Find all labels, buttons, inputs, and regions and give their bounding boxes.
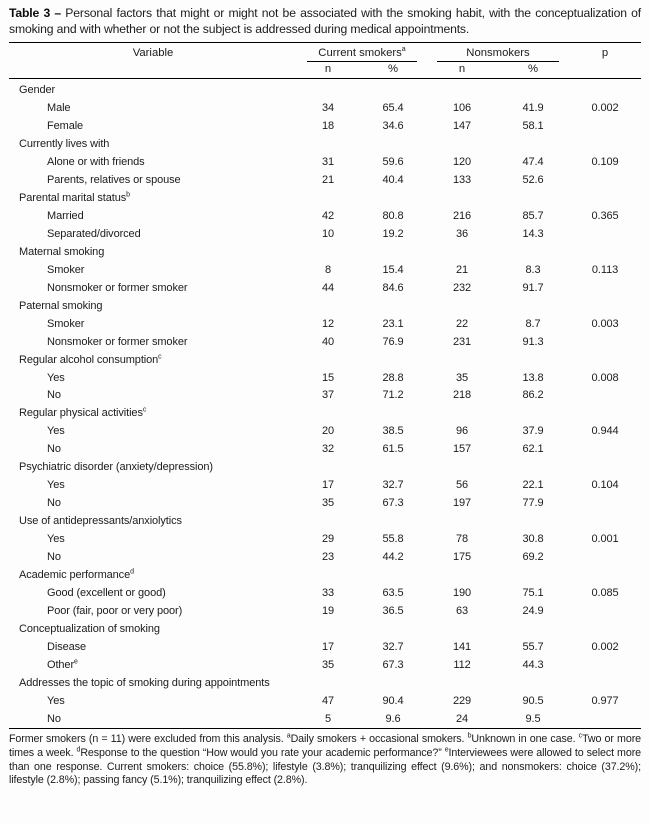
p-value [569,602,641,620]
subheader-ns-n: n [427,62,497,79]
p-value: 0.002 [591,641,619,654]
row-label: Nonsmoker or former smoker [47,281,188,294]
column-header-nonsmokers [427,43,569,63]
ns-pct-value: 8.3 [525,263,541,276]
footnote-sup: d [76,746,81,754]
data-row [9,369,641,387]
p-value [569,656,641,674]
section-label-sup: c [158,352,162,360]
row-label: Yes [47,371,65,384]
section-header-row [9,513,641,531]
row-label: Yes [47,479,65,492]
p-value: 0.104 [591,479,619,492]
cs-n-value: 37 [321,389,335,402]
cs-n-value: 23 [321,551,335,564]
section-label: Regular physical activities$^c$ [19,406,147,420]
data-row [9,225,641,243]
cs-pct-value: 71.2 [382,389,404,402]
p-value [569,333,641,351]
row-label: Yes [47,425,65,438]
nonsmokers-group-label [437,45,559,62]
cs-pct-value: 15.4 [382,263,404,276]
data-row [9,602,641,620]
p-value [569,387,641,405]
cs-n-value: 18 [321,119,335,132]
section-label-sup: c [142,406,147,414]
data-row [9,549,641,567]
cs-n-value: 33 [321,587,335,600]
ns-pct-value: 91.3 [522,335,544,348]
cs-n-value: 10 [321,227,335,240]
p-value [569,279,641,297]
ns-pct-value: 9.5 [525,712,541,725]
ns-pct-value: 55.7 [522,641,544,654]
row-label: Nonsmoker or former smoker [47,335,188,348]
section-header-row [9,620,641,638]
section-header-row [9,189,641,207]
data-row [9,99,641,117]
ns-pct-value: 91.7 [522,281,544,294]
row-label: No [47,551,61,564]
ns-pct-value: 52.6 [522,173,544,186]
ns-pct-value: 14.3 [522,227,544,240]
cs-pct-value: 55.8 [382,533,404,546]
cs-pct-value: 38.5 [382,425,404,438]
footnote-sup: c [578,732,583,740]
ns-n-value: 231 [452,335,472,348]
footnote: Former smokers (n = 11) were excluded from this analysis. $^a$Daily smokers + occasional smokers. $^b$Unknown in one case. $^c$Two or more times a week. $^d$Response to the question “How would you rate your academic performance?” $^e$Interviewees were allowed to select more than one response. Current smokers: choice (55.8%); lifestyle (3.8%); tranquilizing effect (9.6%); and nonsmokers: choice (37.2%); lifestyle (2.8%); passing fancy (5.1%); tranquilizing effect (2.8%). [9,732,641,787]
data-row [9,710,641,728]
row-label: Yes [47,694,65,707]
ns-n-value: 106 [452,101,472,114]
p-value [569,225,641,243]
cs-pct-value: 44.2 [382,551,404,564]
ns-pct-value: 13.8 [522,371,544,384]
ns-n-value: 63 [455,605,469,618]
ns-pct-value: 30.8 [522,533,544,546]
row-label: Parents, relatives or spouse [47,173,181,186]
row-label: Male [47,101,71,114]
cs-pct-value: 65.4 [382,101,404,114]
p-value [569,495,641,513]
ns-n-value: 229 [452,694,472,707]
data-row [9,117,641,135]
data-row [9,692,641,710]
ns-n-value: 197 [452,497,472,510]
section-label: Use of antidepressants/anxiolytics [19,515,182,528]
p-value: 0.113 [591,263,619,276]
data-row [9,261,641,279]
cs-pct-value: 9.6 [385,712,401,725]
section-header-row [9,405,641,423]
section-header-row [9,459,641,477]
section-label: Psychiatric disorder (anxiety/depression) [19,461,213,474]
p-value: 0.085 [591,587,619,600]
ns-pct-value: 8.7 [525,317,541,330]
row-label: Smoker [47,317,85,330]
cs-n-value: 5 [324,712,332,725]
caption-text: Personal factors that might or might not be associated with the smoking habit, with the conceptualization of smoking and with whether or not the subject is addressed during medical appointments. [9,6,641,36]
footnote-sup: e [444,746,449,754]
row-label: Poor (fair, poor or very poor) [47,605,183,618]
p-value: 0.944 [591,425,619,438]
ns-n-value: 112 [453,659,471,671]
p-value [569,171,641,189]
p-value [569,441,641,459]
row-label: Disease [47,641,87,654]
cs-n-value: 44 [321,281,335,294]
section-label: Paternal smoking [19,299,103,312]
cs-pct-value: 67.3 [382,659,404,671]
cs-pct-value: 19.2 [382,227,404,240]
table-body [9,79,641,729]
row-label: Smoker [47,263,85,276]
ns-pct-value: 86.2 [522,389,544,402]
cs-n-value: 29 [321,533,335,546]
current-smokers-sup: a [401,46,406,54]
data-row [9,495,641,513]
ns-pct-value: 77.9 [522,497,544,510]
row-label: Good (excellent or good) [47,587,166,600]
cs-n-value: 35 [321,497,335,510]
cs-n-value: 32 [321,443,335,456]
p-value: 0.977 [591,694,619,707]
cs-n-value: 35 [321,659,335,671]
ns-n-value: 78 [455,533,469,546]
row-label: No [47,389,61,402]
p-value [569,549,641,567]
cs-n-value: 15 [321,371,335,384]
ns-pct-value: 85.7 [522,209,544,222]
p-value [569,710,641,728]
current-smokers-label: Current smokers [318,47,402,59]
table-caption [9,5,641,37]
section-label: Gender [19,84,56,96]
ns-n-value: 120 [452,155,472,168]
data-row [9,423,641,441]
nonsmokers-label: Nonsmokers [466,47,530,59]
data-row [9,153,641,171]
data-row [9,638,641,656]
ns-n-value: 21 [455,263,469,276]
cs-pct-value: 32.7 [382,479,404,492]
cs-n-value: 40 [321,335,335,348]
data-row [9,207,641,225]
ns-n-value: 232 [452,281,472,294]
cs-n-value: 17 [321,479,335,492]
table-header [9,43,641,79]
section-label-sup: d [130,568,134,576]
ns-n-value: 36 [455,227,469,240]
ns-n-value: 147 [452,119,472,132]
ns-n-value: 22 [455,317,469,330]
row-label: Separated/divorced [47,227,141,240]
data-row [9,279,641,297]
data-row [9,171,641,189]
section-header-row [9,566,641,584]
cs-n-value: 8 [324,263,332,276]
ns-pct-value: 75.1 [522,587,544,600]
column-header-variable: Variable [9,43,297,79]
footnote-sup: a [286,732,291,740]
column-header-current-smokers [297,43,427,63]
p-value: 0.008 [591,371,619,384]
cs-pct-value: 76.9 [382,335,404,348]
p-value: 0.365 [591,209,619,222]
section-header-row [9,351,641,369]
ns-n-value: 96 [455,425,469,438]
section-header-row [9,243,641,261]
p-value [569,117,641,135]
row-label: Married [47,209,84,222]
cs-n-value: 42 [321,209,335,222]
data-row [9,477,641,495]
cs-pct-value: 34.6 [382,119,404,132]
ns-n-value: 56 [455,479,469,492]
ns-n-value: 157 [452,443,472,456]
ns-pct-value: 69.2 [522,551,544,564]
header-row-groups [9,43,641,63]
ns-n-value: 133 [452,173,472,186]
section-label: Regular alcohol consumption$^c$ [19,352,162,366]
subheader-cs-n: n [297,62,359,79]
row-label: Yes [47,533,65,546]
cs-pct-value: 80.8 [382,209,404,222]
ns-pct-value: 41.9 [522,101,544,114]
cs-pct-value: 36.5 [382,605,404,618]
cs-pct-value: 40.4 [382,173,404,186]
ns-n-value: 24 [455,712,469,725]
column-header-p: p [569,43,641,79]
section-header-row [9,135,641,153]
data-table [9,42,641,729]
section-header-row [9,674,641,692]
p-value: 0.109 [591,155,619,168]
cs-n-value: 47 [321,694,335,707]
row-label: Female [47,119,84,132]
data-row [9,531,641,549]
ns-n-value: 218 [452,389,472,402]
ns-pct-value: 24.9 [522,605,544,618]
footnote-sup: b [467,732,472,740]
section-header-row [9,297,641,315]
ns-n-value: 190 [452,587,472,600]
ns-n-value: 175 [452,551,472,564]
caption-label: Table 3 – [9,6,61,20]
section-header-row [9,79,641,100]
cs-pct-value: 84.6 [382,281,404,294]
cs-pct-value: 32.7 [382,641,404,654]
cs-n-value: 17 [321,641,335,654]
cs-pct-value: 63.5 [382,587,404,600]
cs-n-value: 21 [321,173,335,186]
ns-n-value: 216 [452,209,472,222]
section-label: Currently lives with [19,137,110,150]
data-row [9,387,641,405]
data-row [9,584,641,602]
section-label: Conceptualization of smoking [19,623,160,636]
subheader-ns-pct: % [497,62,569,79]
subheader-cs-pct: % [359,62,427,79]
p-value: 0.003 [591,317,619,330]
cs-n-value: 19 [321,605,335,618]
row-label: No [47,497,61,510]
row-label: Alone or with friends [47,155,145,168]
ns-pct-value: 47.4 [522,155,544,168]
section-label: Maternal smoking [19,245,105,258]
section-label-sup: b [126,191,130,199]
cs-n-value: 31 [321,155,335,168]
cs-pct-value: 59.6 [382,155,404,168]
cs-n-value: 12 [321,317,335,330]
ns-pct-value: 22.1 [522,479,544,492]
ns-pct-value: 44.3 [522,659,544,671]
ns-pct-value: 90.5 [522,694,544,707]
cs-pct-value: 61.5 [382,443,404,456]
ns-pct-value: 37.9 [522,425,544,438]
data-row [9,656,641,674]
ns-pct-value: 62.1 [522,443,544,456]
cs-n-value: 20 [321,425,335,438]
section-label: Academic performance$^d$ [19,568,134,582]
ns-pct-value: 58.1 [522,119,544,132]
cs-n-value: 34 [321,101,335,114]
p-value: 0.001 [591,533,619,546]
cs-pct-value: 67.3 [382,497,404,510]
section-label: Addresses the topic of smoking during appointments [19,676,270,689]
row-label: Other$^e$ [47,658,78,671]
row-label-sup: e [74,658,78,666]
data-row [9,315,641,333]
data-row [9,441,641,459]
p-value: 0.002 [591,101,619,114]
ns-n-value: 141 [452,641,472,654]
ns-n-value: 35 [455,371,469,384]
cs-pct-value: 28.8 [382,371,404,384]
section-label: Parental marital status$^b$ [19,191,130,204]
row-label: No [47,443,61,456]
cs-pct-value: 23.1 [382,317,404,330]
cs-pct-value: 90.4 [382,694,404,707]
row-label: No [47,712,61,725]
data-row [9,333,641,351]
current-smokers-group-label [307,45,417,62]
